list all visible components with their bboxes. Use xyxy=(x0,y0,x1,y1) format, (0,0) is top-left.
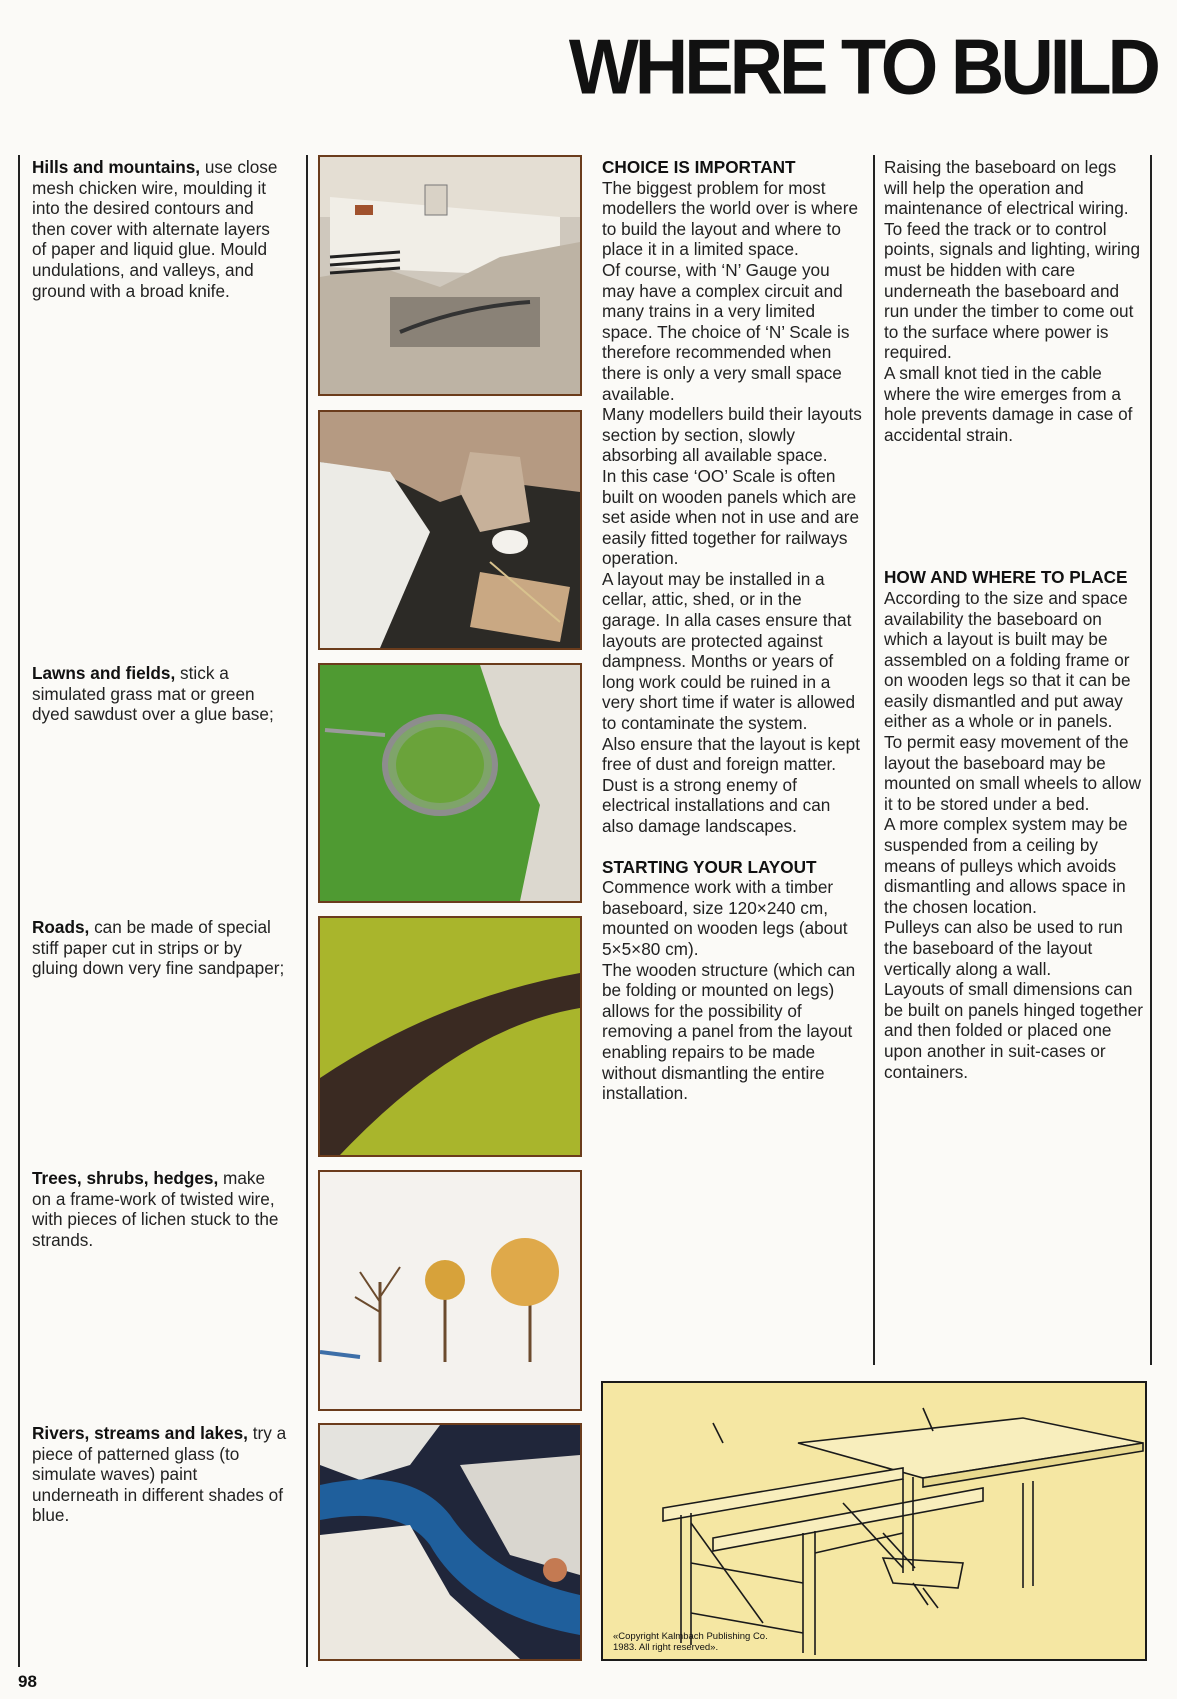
paragraph: Pulleys can also be used to run the baseboard of the layout vertically along a wall. xyxy=(884,917,1123,979)
paragraph: Many modellers build their layouts section by section, slowly absorbing all available space. xyxy=(602,404,862,466)
paragraph: Commence work with a timber baseboard, size 120×240 cm, mounted on wooden legs (about 5×5×80 cm). xyxy=(602,877,848,959)
column-choice xyxy=(602,157,862,1104)
page-number: 98 xyxy=(18,1672,37,1691)
paragraph: In this case ‘OO’ Scale is often built on wooden panels which are set aside when not in use and are easily fitted together for railways operation. xyxy=(602,465,860,569)
caption-hills xyxy=(32,157,287,301)
photo-hills-plaster xyxy=(318,410,582,650)
page-title: WHERE TO BUILD xyxy=(568,22,1157,111)
column-rule-left xyxy=(18,155,20,1667)
paragraph: According to the size and space availability the baseboard on which a layout is built may be assembled on a folding frame or on wooden legs so that it can be easily dismantled and put away either as a whole or in panels. xyxy=(884,587,1131,732)
caption-rivers-text: try a piece of patterned glass (to simulate waves) paint underneath in different shades of blue. xyxy=(32,1423,287,1526)
paragraph: Of course, with ‘N’ Gauge you may have a complex circuit and many trains in a very limited space. The choice of ‘N’ Scale is therefore recommended when there is only a very small space available. xyxy=(602,259,850,404)
caption-trees-lead: Trees, shrubs, hedges, xyxy=(32,1168,219,1188)
column-rule-center xyxy=(873,155,875,1365)
caption-lawns-lead: Lawns and fields, xyxy=(32,663,176,683)
column-placement xyxy=(884,157,1144,1082)
baseboard-drawing xyxy=(603,1383,1145,1659)
photo-road-strip xyxy=(318,916,582,1157)
paragraph: A more complex system may be suspended from a ceiling by means of pulleys which avoids dismantling and allows space in the chosen location. xyxy=(884,814,1128,917)
caption-rivers-lead: Rivers, streams and lakes, xyxy=(32,1423,248,1443)
paragraph: Layouts of small dimensions can be built on panels hinged together and then folded or placed one upon another in suit-cases or containers. xyxy=(884,979,1143,1082)
caption-hills-text: use close mesh chicken wire, moulding it into the desired contours and then cover with alternate layers of paper and liquid glue. Mould undulations, and valleys, and ground with a broad knife. xyxy=(32,157,278,301)
caption-rivers xyxy=(32,1423,287,1526)
baseboard-illustration xyxy=(601,1381,1147,1661)
heading-starting-your-layout: STARTING YOUR LAYOUT xyxy=(602,856,817,877)
column-rule-photos xyxy=(306,155,308,1667)
photo-lawn-sieve xyxy=(318,663,582,903)
paragraph: A small knot tied in the cable where the wire emerges from a hole prevents damage in case of accidental strain. xyxy=(884,362,1133,445)
caption-lawns-text: stick a simulated grass mat or green dyed sawdust over a glue base; xyxy=(32,663,274,725)
paragraph: A layout may be installed in a cellar, attic, shed, or in the garage. In alla cases ensure that layouts are protected against dampness. Months or years of long work could be ruined in a very short time if water is allowed to contaminate the system. xyxy=(602,568,856,734)
column-rule-right xyxy=(1150,155,1152,1365)
paragraph: Raising the baseboard on legs will help the operation and maintenance of electrical wiring. xyxy=(884,157,1129,219)
paragraph: The biggest problem for most modellers the world over is where to build the layout and where to place it in a limited space. xyxy=(602,177,859,260)
caption-trees xyxy=(32,1168,287,1250)
paragraph: To permit easy movement of the layout the baseboard may be mounted on small wheels to allow it to be stored under a bed. xyxy=(884,732,1141,814)
caption-lawns xyxy=(32,663,287,725)
paragraph: Also ensure that the layout is kept free of dust and foreign matter. Dust is a strong enemy of electrical installations and can also damage landscapes. xyxy=(602,733,860,836)
caption-roads-lead: Roads, xyxy=(32,917,90,937)
paragraph: To feed the track or to control points, signals and lighting, wiring must be hidden with care underneath the baseboard and run under the timber to come out to the surface where power is required. xyxy=(884,218,1141,363)
photo-river-painting xyxy=(318,1423,582,1661)
copyright-notice: «Copyright Kalmbach Publishing Co. 1983. All right reserved». xyxy=(613,1631,768,1653)
photo-baseboard-model xyxy=(318,155,582,396)
paragraph: The wooden structure (which can be folding or mounted on legs) allows for the possibility of removing a panel from the layout enabling repairs to be made without dismantling the entire installation. xyxy=(602,959,856,1104)
caption-hills-lead: Hills and mountains, xyxy=(32,157,201,177)
heading-how-and-where-to-place: HOW AND WHERE TO PLACE xyxy=(884,567,1128,588)
caption-trees-text: make on a frame-work of twisted wire, with pieces of lichen stuck to the strands. xyxy=(32,1168,279,1250)
caption-roads-text: can be made of special stiff paper cut in strips or by gluing down very fine sandpaper; xyxy=(32,917,285,979)
caption-roads xyxy=(32,917,287,979)
heading-choice-is-important: CHOICE IS IMPORTANT xyxy=(602,157,796,177)
photo-model-trees xyxy=(318,1170,582,1411)
